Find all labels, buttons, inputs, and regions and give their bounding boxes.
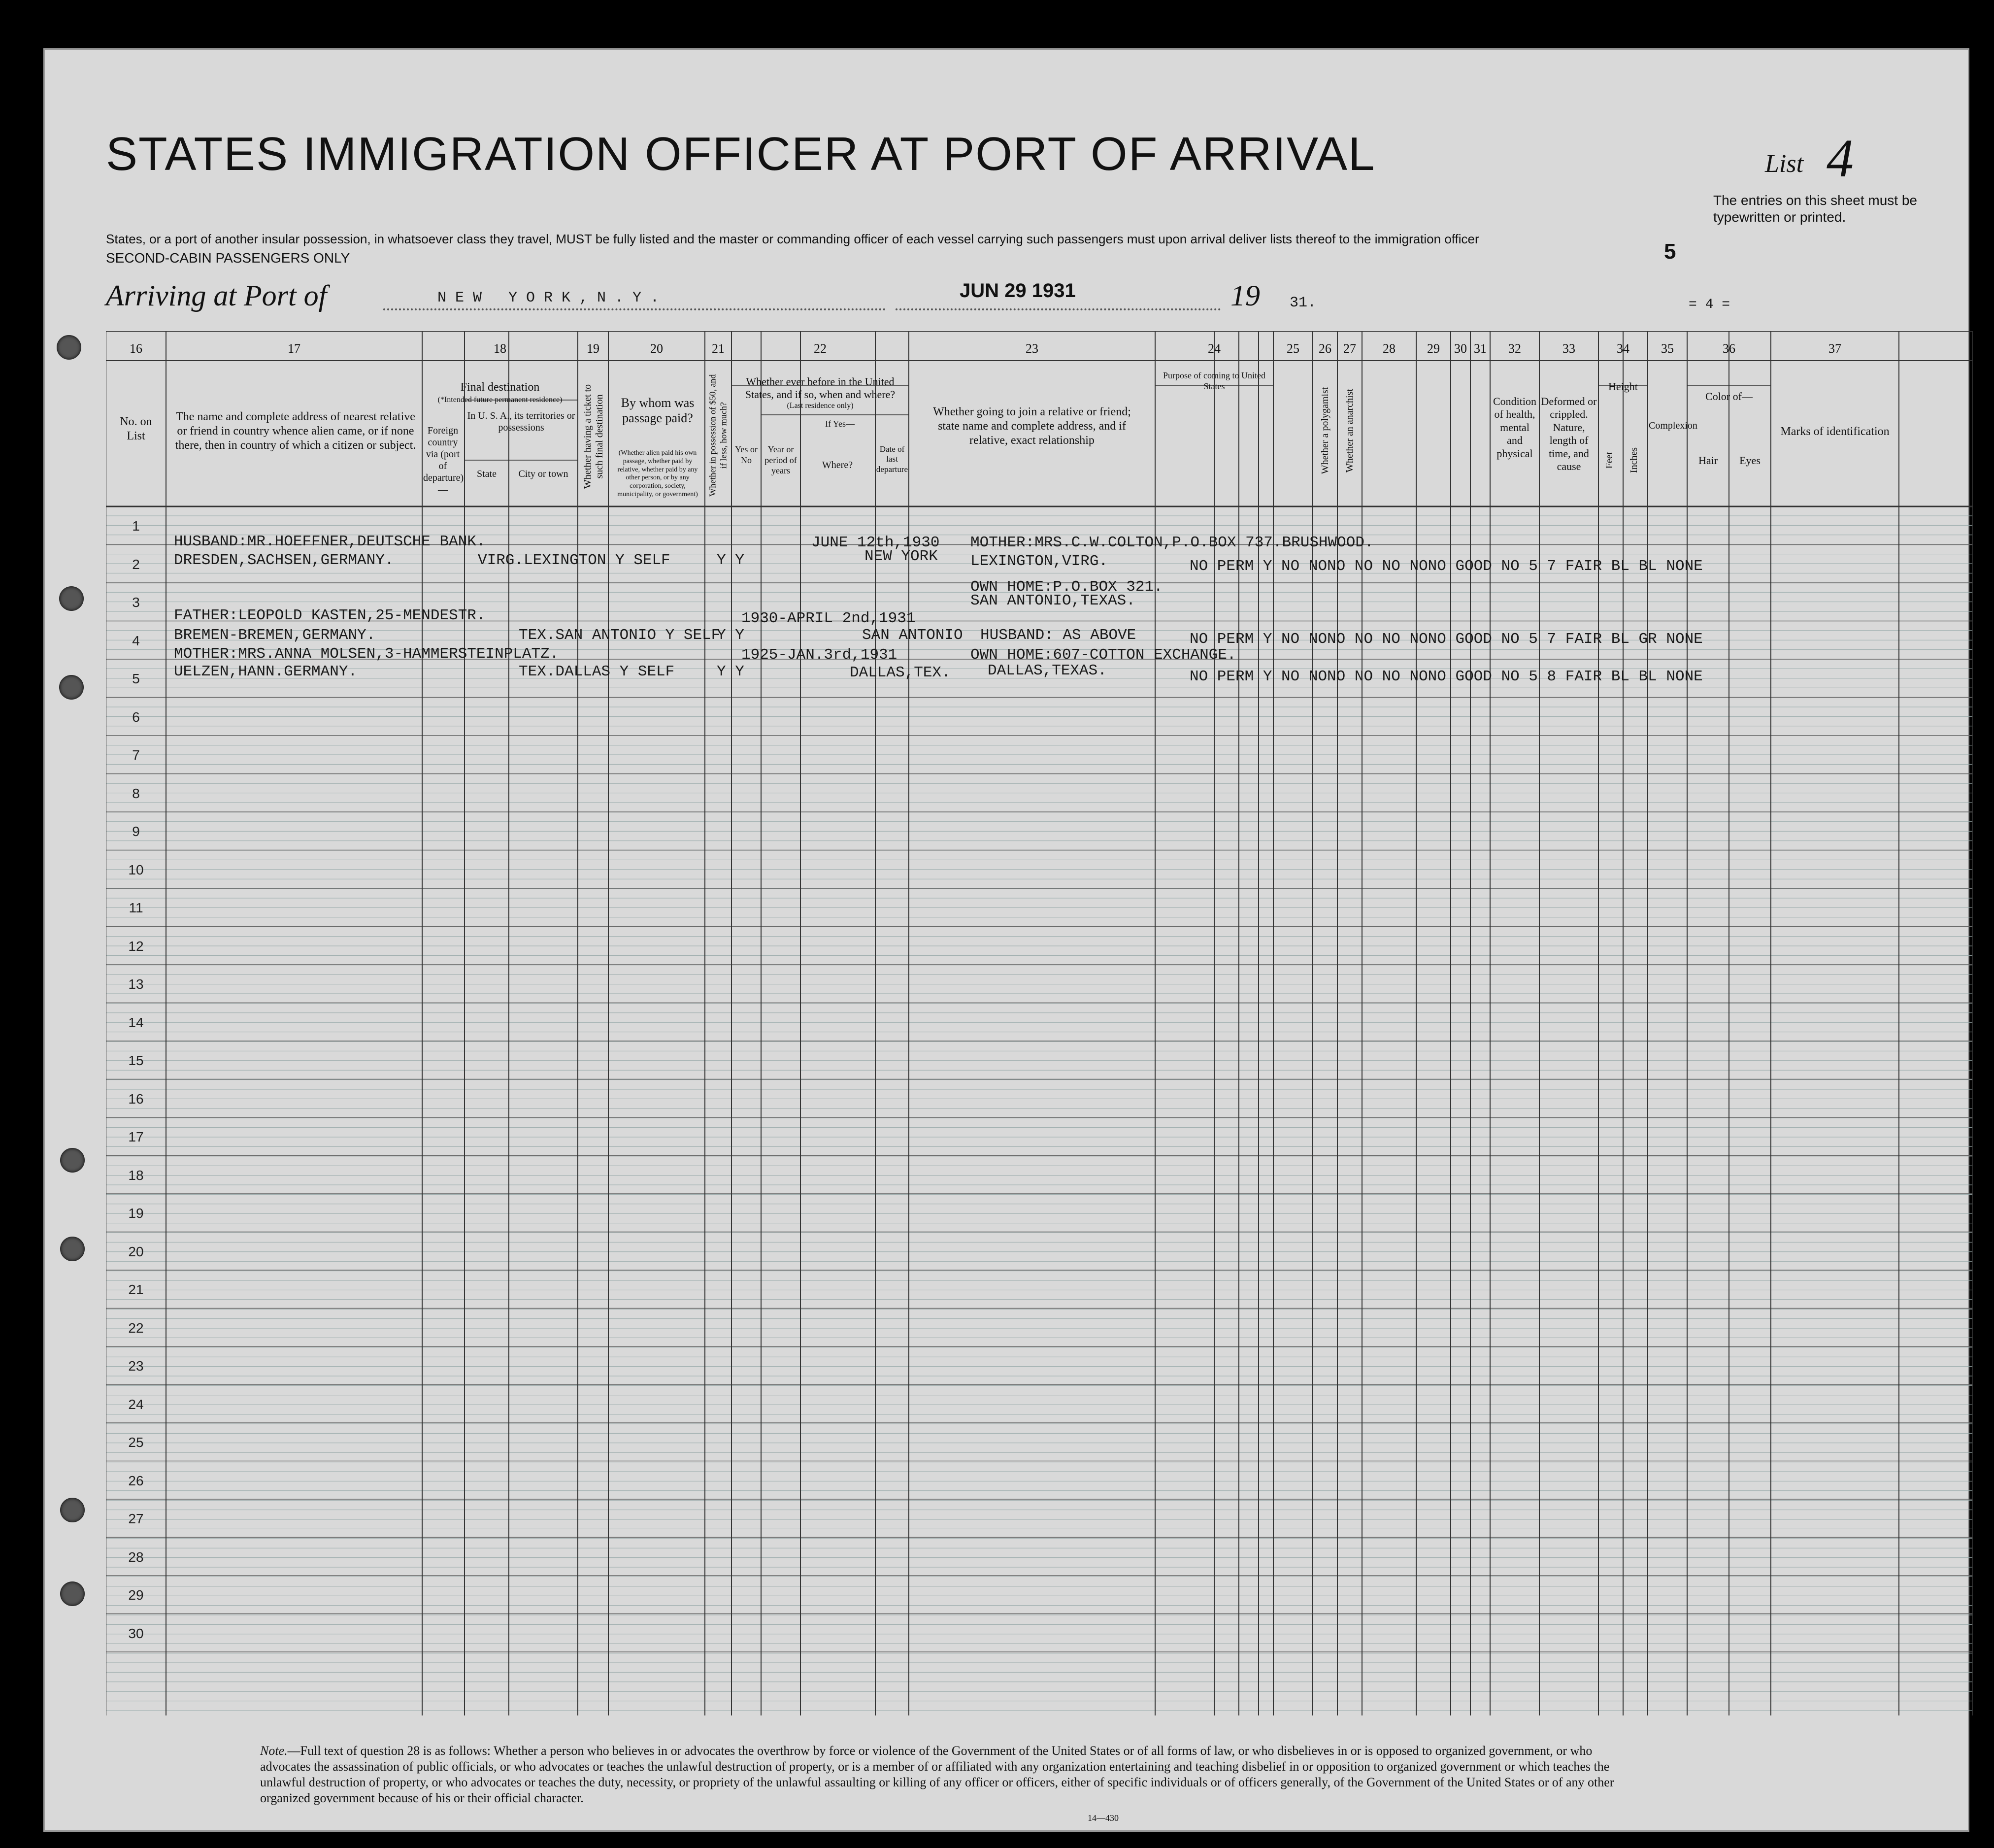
col-label-destination: Final destination: [460, 381, 540, 394]
col-num-17: 17: [288, 341, 300, 356]
col-note-destination: (*Intended future permanent residence): [437, 396, 563, 404]
col-sub-inches: Inches: [1628, 447, 1639, 473]
col-sub-eyes: Eyes: [1739, 454, 1761, 467]
row4-money: Y Y: [717, 663, 744, 680]
row1-destination: VIRG.LEXINGTON Y SELF: [478, 552, 670, 569]
col-num-33: 33: [1562, 341, 1575, 356]
page-title: STATES IMMIGRATION OFFICER AT PORT OF ARRIVAL: [106, 128, 1376, 180]
row-number: 1: [132, 518, 140, 534]
row-number: 27: [128, 1511, 144, 1526]
col-label-polygamist: Whether a polygamist: [1320, 387, 1330, 474]
row3-prev-1: 1930-APRIL 2nd,1931: [741, 610, 916, 627]
row-number: 18: [128, 1167, 144, 1183]
col-label-purpose: Purpose of coming to United States: [1163, 370, 1265, 391]
col-num-36: 36: [1723, 341, 1735, 356]
row3-relative-2: BREMEN-BREMEN,GERMANY.: [174, 627, 376, 644]
footer-note-label: Note.: [260, 1744, 288, 1758]
row-number: 28: [128, 1549, 144, 1565]
col-sub-where: Where?: [822, 460, 853, 470]
col-sub-foreign: Foreign country via (port of departure)—: [423, 425, 464, 495]
col-sub-city: City or town: [518, 469, 568, 479]
row-number: 14: [128, 1014, 144, 1030]
col-num-30: 30: [1454, 341, 1467, 356]
row1-relative-1: HUSBAND:MR.HOEFFNER,DEUTSCHE BANK.: [174, 533, 486, 550]
row4-destination: TEX.DALLAS Y SELF: [519, 663, 675, 680]
col-label-passage: By whom was passage paid?: [621, 396, 695, 426]
row3-rest: NO PERM Y NO NONO NO NO NONO GOOD NO 5 7 FAIR BL GR NONE: [1190, 631, 1703, 648]
row-number: 8: [132, 785, 140, 801]
col-num-24: 24: [1208, 341, 1221, 356]
col-note-previous: (Last residence only): [787, 402, 854, 410]
col-num-19: 19: [587, 341, 599, 356]
row-number: 21: [128, 1282, 144, 1297]
year-suffix: 31.: [1290, 295, 1317, 311]
col-num-34: 34: [1617, 341, 1629, 356]
col-label-complexion: Complexion: [1649, 420, 1697, 431]
page-mark: = 4 =: [1689, 297, 1730, 312]
row-number: 10: [128, 862, 144, 877]
row-number: 7: [132, 747, 140, 763]
row4-relative-1: MOTHER:MRS.ANNA MOLSEN,3-HAMMERSTEINPLATZ.: [174, 645, 559, 663]
row4-join-2: DALLAS,TEXAS.: [988, 662, 1107, 679]
col-num-37: 37: [1828, 341, 1841, 356]
punch-hole: [60, 1581, 85, 1606]
row2-join-1: OWN HOME:P.O.BOX 321.: [970, 578, 1163, 596]
manifest-sheet: [43, 48, 1969, 1832]
port-name: NEW YORK,N.Y.: [437, 290, 668, 306]
row-number: 19: [128, 1206, 144, 1221]
row1-rest: NO PERM Y NO NONO NO NO NONO GOOD NO 5 7 FAIR BL BL NONE: [1190, 558, 1703, 575]
row-number: 23: [128, 1358, 144, 1374]
form-number: 14—430: [1088, 1813, 1119, 1823]
col-label-color: Color of—: [1705, 390, 1753, 403]
col-num-25: 25: [1287, 341, 1299, 356]
row3-prev-2: SAN ANTONIO: [862, 627, 963, 644]
punch-hole: [57, 335, 81, 360]
col-label-deformed: Deformed or crippled. Nature, length of time, and cause: [1541, 395, 1597, 472]
row-number: 11: [129, 900, 143, 915]
entries-note: The entries on this sheet must be typewritten or printed.: [1713, 193, 1917, 225]
punch-hole: [60, 1498, 85, 1522]
col-sub-hair: Hair: [1698, 454, 1718, 467]
col-sub-date: Date of last departure: [876, 444, 908, 474]
col-num-32: 32: [1508, 341, 1521, 356]
manifest-table: [106, 331, 1973, 1715]
row-number: 4: [132, 633, 140, 648]
punch-hole: [60, 1237, 85, 1261]
col-sub-feet: Feet: [1604, 451, 1615, 469]
row-number: 29: [128, 1587, 144, 1603]
row-number: 6: [132, 709, 140, 725]
row1-prev-2: NEW YORK: [864, 548, 938, 565]
code-mark: 5: [1664, 239, 1676, 264]
col-num-28: 28: [1383, 341, 1396, 356]
punch-hole: [59, 675, 84, 700]
row4-rest: NO PERM Y NO NONO NO NO NONO GOOD NO 5 8 FAIR BL BL NONE: [1190, 668, 1703, 685]
row-number: 20: [128, 1243, 144, 1259]
arriving-label: Arriving at Port of: [106, 279, 327, 312]
date-line: [896, 308, 1221, 310]
row-number: 30: [128, 1625, 144, 1641]
row-number: 24: [128, 1396, 144, 1412]
col-num-21: 21: [712, 341, 725, 356]
list-label: List: [1765, 150, 1804, 178]
row2-join-2: SAN ANTONIO,TEXAS.: [970, 592, 1135, 609]
col-num-31: 31: [1474, 341, 1487, 356]
col-label-no: No. on List: [120, 415, 152, 442]
port-line: [383, 308, 886, 310]
col-sub-year: Year or period of years: [764, 444, 797, 476]
col-num-18: 18: [494, 341, 506, 356]
row-number: 12: [128, 938, 144, 954]
punch-hole: [60, 1148, 85, 1173]
col-num-35: 35: [1661, 341, 1674, 356]
row4-prev-1: 1925-JAN.3rd,1931: [741, 646, 897, 664]
row-number: 16: [128, 1091, 144, 1107]
row4-relative-2: UELZEN,HANN.GERMANY.: [174, 663, 358, 680]
footer-note-text: —Full text of question 28 is as follows: Whether a person who believes in or advocates the overthrow by force or violence of the Government of the United States or of all forms of law, or who disbelieves in or is opposed to organized government, or who advocates the assassination of public officials, or who advocates or teaches the unlawful destruction of property, or is a member of or affiliated with any organization entertaining and teaching disbelief in or opposition to organized government or which teaches the unlawful destruction of property, or who advocates or teaches the duty, necessity, or propriety of the unlawful assaulting or killing of any officer or officers, either of specific individuals or of officers generally, of the Government of the United States or of any other organized government because of his or their official character.: [260, 1744, 1614, 1805]
footer-note: [260, 1743, 1615, 1806]
col-num-16: 16: [130, 341, 142, 356]
row1-join-2: LEXINGTON,VIRG.: [970, 553, 1108, 570]
col-num-20: 20: [650, 341, 663, 356]
row-number: 3: [132, 595, 140, 610]
col-sub-state: State: [477, 469, 497, 479]
row-number: 15: [128, 1053, 144, 1068]
year-prefix: 19: [1230, 279, 1260, 312]
punch-hole: [59, 586, 84, 611]
subtitle: States, or a port of another insular possession, in whatsoever class they travel, MUST be fully listed and the master or commanding officer of each vessel carrying such passengers must upon arrival deliver lists thereof to the immigration officer: [106, 232, 1479, 246]
row-number: 13: [128, 976, 144, 992]
col-num-22: 22: [814, 341, 827, 356]
col-label-ticket: Whether having a ticket to such final destination: [582, 384, 605, 489]
row4-join-1: OWN HOME:607-COTTON EXCHANGE.: [970, 646, 1236, 664]
row3-destination: TEX.SAN ANTONIO Y SELF: [519, 627, 721, 644]
col-label-money: Whether in possession of $50, and if less, how much?: [707, 374, 728, 497]
row-number: 2: [132, 556, 140, 572]
row1-join-1: MOTHER:MRS.C.W.COLTON,P.O.BOX 737.BRUSHWOOD.: [970, 534, 1374, 551]
row-number: 5: [132, 671, 140, 686]
row-number: 25: [128, 1435, 144, 1450]
row1-relative-2: DRESDEN,SACHSEN,GERMANY.: [174, 552, 394, 569]
col-label-health: Condition of health, mental and physical: [1493, 395, 1536, 460]
col-num-23: 23: [1026, 341, 1038, 356]
row3-money: Y Y: [717, 627, 744, 644]
col-label-previous: Whether ever before in the United States, and if so, when and where?: [745, 375, 896, 401]
col-label-anarchist: Whether an anarchist: [1344, 389, 1355, 472]
col-ifyes: If Yes—: [825, 419, 855, 429]
col-note-passage: (Whether alien paid his own passage, whether paid by relative, whether paid by any other person, or by any corporation, society, municipality, or government): [617, 449, 698, 498]
row3-join-2: HUSBAND: AS ABOVE: [980, 627, 1136, 644]
col-sub-usa: In U. S. A., its territories or possessions: [467, 410, 575, 433]
col-label-relative: The name and complete address of nearest relative or friend in country whence alien came, or if none there, then in country of which a citizen or subject.: [175, 410, 416, 452]
col-label-height: Height: [1608, 380, 1638, 393]
col-label-join: Whether going to join a relative or friend; state name and complete address, and if relative, exact relationship: [933, 405, 1131, 447]
date-stamp: JUN 29 1931: [960, 280, 1076, 302]
row-number: 26: [128, 1473, 144, 1488]
row-number: 9: [132, 824, 140, 839]
col-num-27: 27: [1343, 341, 1356, 356]
row-number: 17: [128, 1129, 144, 1144]
cabin-class: SECOND-CABIN PASSENGERS ONLY: [106, 250, 350, 266]
col-num-29: 29: [1427, 341, 1440, 356]
col-num-26: 26: [1319, 341, 1331, 356]
col-sub-yesno: Yes or No: [735, 444, 758, 465]
row1-money: Y Y: [717, 552, 744, 569]
row-number: 22: [128, 1320, 144, 1336]
col-label-marks: Marks of identification: [1780, 425, 1890, 438]
row4-prev-2: DALLAS,TEX.: [850, 664, 951, 681]
row1-prev-1: JUNE 12th,1930: [811, 534, 940, 551]
row3-relative-1: FATHER:LEOPOLD KASTEN,25-MENDESTR.: [174, 607, 486, 624]
list-number: 4: [1827, 128, 1854, 188]
